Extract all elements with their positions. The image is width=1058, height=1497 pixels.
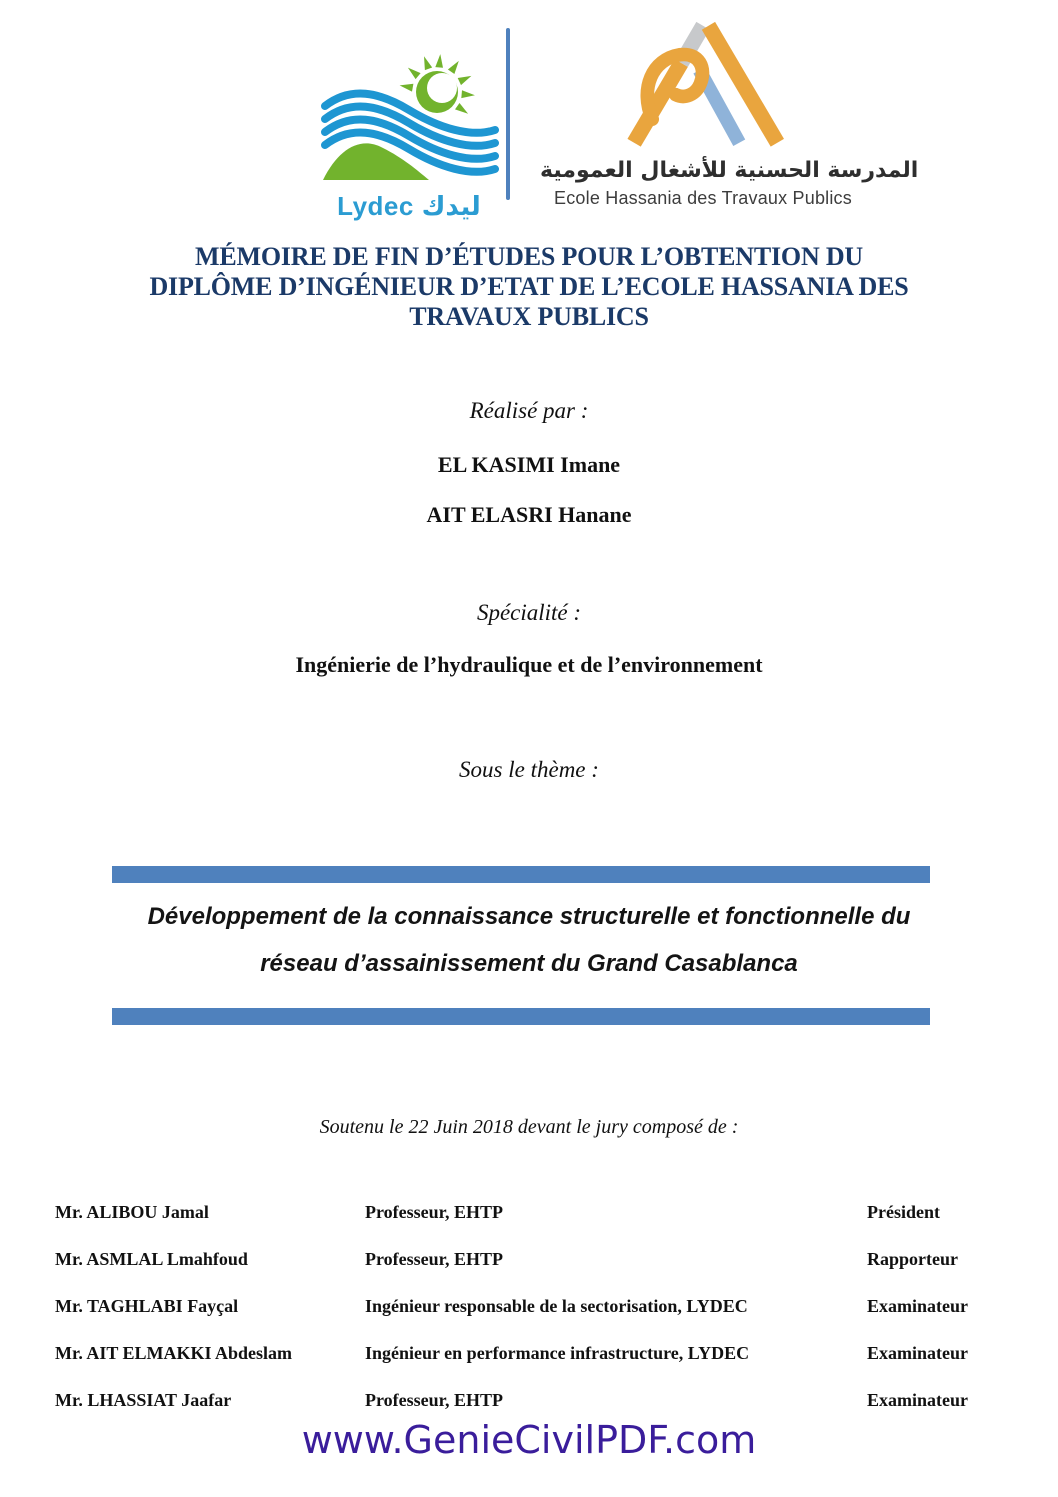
ehtp-triangle-right-stroke xyxy=(708,26,777,143)
jury-member-name: Mr. ALIBOU Jamal xyxy=(55,1202,209,1222)
jury-member-role: Examinateur xyxy=(867,1390,968,1410)
specialty-value: Ingénierie de l’hydraulique et de l’environnement xyxy=(295,652,763,677)
theme-label: Sous le thème : xyxy=(459,757,599,782)
page-title-line2: DIPLÔME D’INGÉNIEUR D’ETAT DE L’ECOLE HASSANIA DES xyxy=(149,272,909,301)
logo-divider xyxy=(506,28,510,200)
theme-top-bar xyxy=(112,866,930,883)
lydec-wordmark-latin: Lydec xyxy=(337,191,414,221)
jury-table xyxy=(0,1200,1058,1435)
theme-title-line1: Développement de la connaissance structurelle et fonctionnelle du xyxy=(147,903,911,930)
authors-label: Réalisé par : xyxy=(469,398,589,423)
jury-row xyxy=(0,1247,1058,1294)
ehtp-logo xyxy=(540,14,919,209)
jury-member-role: Examinateur xyxy=(867,1296,968,1316)
page-title-line1: MÉMOIRE DE FIN D’ÉTUDES POUR L’OBTENTION DU xyxy=(195,242,863,271)
theme-title-line2: réseau d’assainissement du Grand Casablanca xyxy=(260,950,798,977)
page-title-line3: TRAVAUX PUBLICS xyxy=(409,302,649,331)
jury-member-name: Mr. ASMLAL Lmahfoud xyxy=(55,1249,248,1269)
author-name-2: AIT ELASRI Hanane xyxy=(426,502,632,527)
jury-member-title: Ingénieur responsable de la sectorisation, LYDEC xyxy=(365,1296,748,1316)
theme-title xyxy=(60,893,998,987)
lydec-wordmark-arabic: ليدك xyxy=(421,192,481,222)
jury-member-title: Professeur, EHTP xyxy=(365,1390,503,1410)
jury-member-name: Mr. LHASSIAT Jaafar xyxy=(55,1390,232,1410)
ehtp-name-arabic: المدرسة الحسنية للأشغال العمومية xyxy=(540,158,919,183)
specialty-label: Spécialité : xyxy=(476,600,582,625)
ehtp-logo-icon xyxy=(603,14,803,150)
jury-member-title: Professeur, EHTP xyxy=(365,1202,503,1222)
lydec-logo xyxy=(316,52,502,222)
jury-member-title: Professeur, EHTP xyxy=(365,1249,503,1269)
ehtp-name-latin: Ecole Hassania des Travaux Publics xyxy=(554,187,852,208)
jury-row xyxy=(0,1341,1058,1388)
jury-member-title: Ingénieur en performance infrastructure, LYDEC xyxy=(365,1343,750,1363)
jury-member-role: Président xyxy=(867,1202,940,1222)
jury-row xyxy=(0,1200,1058,1247)
jury-member-role: Rapporteur xyxy=(867,1249,958,1269)
author-name-1: EL KASIMI Imane xyxy=(437,452,621,477)
jury-row xyxy=(0,1294,1058,1341)
theme-bottom-bar xyxy=(112,1008,930,1025)
defense-statement: Soutenu le 22 Juin 2018 devant le jury composé de : xyxy=(319,1116,739,1138)
lydec-sun-icon xyxy=(400,54,475,114)
lydec-wordmark xyxy=(316,191,502,222)
jury-member-role: Examinateur xyxy=(867,1343,968,1363)
jury-member-name: Mr. TAGHLABI Fayçal xyxy=(55,1296,239,1316)
watermark-url-link[interactable]: www.GenieCivilPDF.com xyxy=(301,1418,757,1462)
page-title xyxy=(0,242,1058,332)
jury-member-name: Mr. AIT ELMAKKI Abdeslam xyxy=(55,1343,293,1363)
lydec-logo-icon xyxy=(318,52,500,184)
